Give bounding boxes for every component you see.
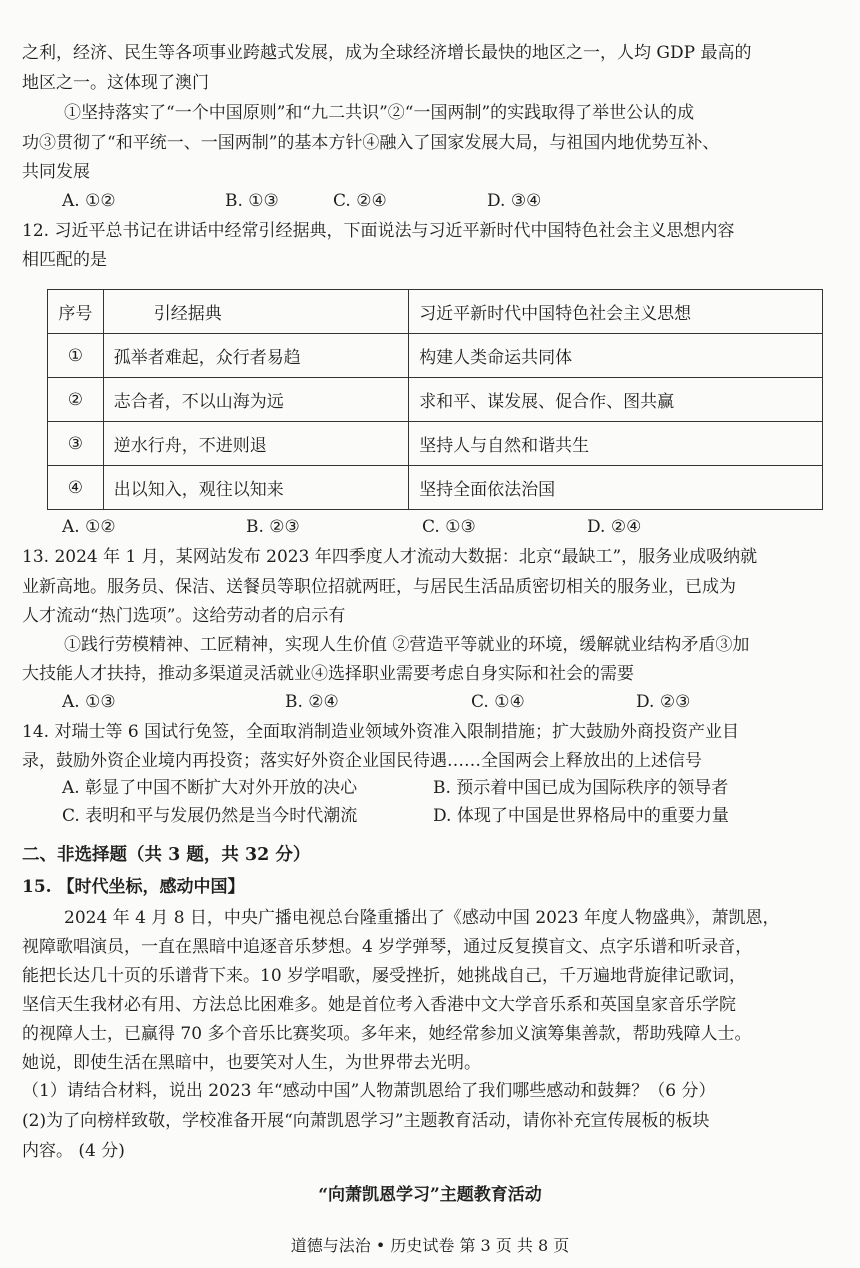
- q14-option-a[interactable]: A. 彰显了中国不断扩大对外开放的决心: [62, 778, 358, 798]
- q12-option-b[interactable]: B. ②③: [246, 517, 300, 537]
- table-row: [48, 334, 823, 378]
- q11-choice-line-1: ①坚持落实了“一个中国原则”和“九二共识”②“一国两制”的实践取得了举世公认的成: [64, 103, 695, 123]
- table-cell: ④: [48, 466, 104, 510]
- table-header-cell: 引经据典: [103, 290, 408, 334]
- q14-stem-line-1: 14. 对瑞士等 6 国试行免签，全面取消制造业领域外资准入限制措施；扩大鼓励外商投资产业目: [22, 722, 740, 742]
- table-header-cell: 序号: [48, 290, 104, 334]
- q15-material-line-3: 能把长达几十页的乐谱背下来。10 岁学唱歌，屡受挫折，她挑战自己，千万遍地背旋律记歌词，: [22, 966, 747, 986]
- q13-choice-line-1: ①践行劳模精神、工匠精神，实现人生价值 ②营造平等就业的环境，缓解就业结构矛盾③加: [64, 635, 750, 655]
- q11-choice-line-2: 功③贯彻了“和平统一、一国两制”的基本方针④融入了国家发展大局，与祖国内地优势互补、: [22, 133, 720, 153]
- table-row: [48, 466, 823, 510]
- q14-option-c[interactable]: C. 表明和平与发展仍然是当今时代潮流: [62, 806, 358, 826]
- q13-stem-line-2: 业新高地。服务员、保洁、送餐员等职位招就两旺，与居民生活品质密切相关的服务业，已成为: [22, 577, 736, 597]
- q11-option-c[interactable]: C. ②④: [333, 191, 387, 211]
- q15-material-line-4: 坚信天生我材必有用、方法总比困难多。她是首位考入香港中文大学音乐系和英国皇家音乐学院: [22, 995, 736, 1015]
- q13-option-c[interactable]: C. ①④: [471, 692, 525, 712]
- q13-choice-line-2: 大技能人才扶持，推动多渠道灵活就业④选择职业需要考虑自身实际和社会的需要: [22, 664, 634, 684]
- q11-choice-line-3: 共同发展: [22, 162, 90, 182]
- table-header-cell: 习近平新时代中国特色社会主义思想: [409, 290, 823, 334]
- q14-option-d[interactable]: D. 体现了中国是世界格局中的重要力量: [433, 806, 729, 826]
- q12-option-a[interactable]: A. ①②: [62, 517, 116, 537]
- q13-option-b[interactable]: B. ②④: [285, 692, 339, 712]
- table-cell: 坚持人与自然和谐共生: [409, 422, 823, 466]
- table-row: [48, 422, 823, 466]
- q15-material-line-1: 2024 年 4 月 8 日，中央广播电视总台隆重播出了《感动中国 2023 年度人物盛典》，萧凯恩，: [64, 908, 780, 928]
- q13-stem-line-1: 13. 2024 年 1 月，某网站发布 2023 年四季度人才流动大数据：北京“最缺工”，服务业成吸纳就: [22, 547, 758, 567]
- table-row: [48, 378, 823, 422]
- table-cell: ②: [48, 378, 104, 422]
- q11-option-a[interactable]: A. ①②: [62, 191, 116, 211]
- page-footer: 道德与法治 • 历史试卷 第 3 页 共 8 页: [290, 1236, 570, 1255]
- table-cell: 逆水行舟，不进则退: [103, 422, 408, 466]
- q15-subquestion-1: （1）请结合材料，说出 2023 年“感动中国”人物萧凯恩给了我们哪些感动和鼓舞？（6 分）: [22, 1081, 716, 1101]
- q15-material-line-2: 视障歌唱演员，一直在黑暗中追逐音乐梦想。4 岁学弹琴，通过反复摸盲文、点字乐谱和听录音，: [22, 937, 753, 957]
- q11-line-1: 之利，经济、民生等各项事业跨越式发展，成为全球经济增长最快的地区之一，人均 GDP 最高的: [22, 43, 752, 63]
- q15-subquestion-2-line-2: 内容。 (4 分): [22, 1141, 125, 1161]
- table-cell: ①: [48, 334, 104, 378]
- q15-material-line-6: 她说，即使生活在黑暗中，也要笑对人生，为世界带去光明。: [22, 1053, 481, 1073]
- table-cell: 构建人类命运共同体: [409, 334, 823, 378]
- q13-option-a[interactable]: A. ①③: [62, 692, 116, 712]
- q14-stem-line-2: 录，鼓励外资企业境内再投资；落实好外资企业国民待遇……全国两会上释放出的上述信号: [22, 751, 702, 771]
- q12-option-c[interactable]: C. ①③: [422, 517, 476, 537]
- q11-line-2: 地区之一。这体现了澳门: [22, 73, 209, 93]
- table-cell: 孤举者难起，众行者易趋: [103, 334, 408, 378]
- q13-stem-line-3: 人才流动“热门选项”。这给劳动者的启示有: [22, 606, 346, 626]
- q11-option-b[interactable]: B. ①③: [225, 191, 279, 211]
- q15-title: 15. 【时代坐标，感动中国】: [22, 877, 245, 897]
- section-title: 二、非选择题（共 3 题，共 32 分）: [22, 845, 311, 865]
- q12-stem-line-1: 12. 习近平总书记在讲话中经常引经据典，下面说法与习近平新时代中国特色社会主义思想内容: [22, 221, 735, 241]
- table-cell: 出以知入，观往以知来: [103, 466, 408, 510]
- q12-option-d[interactable]: D. ②④: [587, 517, 642, 537]
- table-cell: 求和平、谋发展、促合作、图共赢: [409, 378, 823, 422]
- table-cell: ③: [48, 422, 104, 466]
- q12-stem-line-2: 相匹配的是: [22, 250, 107, 270]
- table-header-row: [48, 290, 823, 334]
- q13-option-d[interactable]: D. ②③: [636, 692, 691, 712]
- q11-option-d[interactable]: D. ③④: [487, 191, 542, 211]
- q15-subquestion-2-line-1: (2)为了向榜样致敬，学校准备开展“向萧凯恩学习”主题教育活动，请你补充宣传展板的板块: [22, 1111, 710, 1131]
- q14-option-b[interactable]: B. 预示着中国已成为国际秩序的领导者: [433, 778, 729, 798]
- table-cell: 志合者，不以山海为远: [103, 378, 408, 422]
- q15-material-line-5: 的视障人士，已赢得 70 多个音乐比赛奖项。多年来，她经常参加义演筹集善款，帮助残障人士。: [22, 1024, 752, 1044]
- table-cell: 坚持全面依法治国: [409, 466, 823, 510]
- q12-table: [47, 289, 823, 510]
- activity-title: “向萧凯恩学习”主题教育活动: [318, 1185, 542, 1205]
